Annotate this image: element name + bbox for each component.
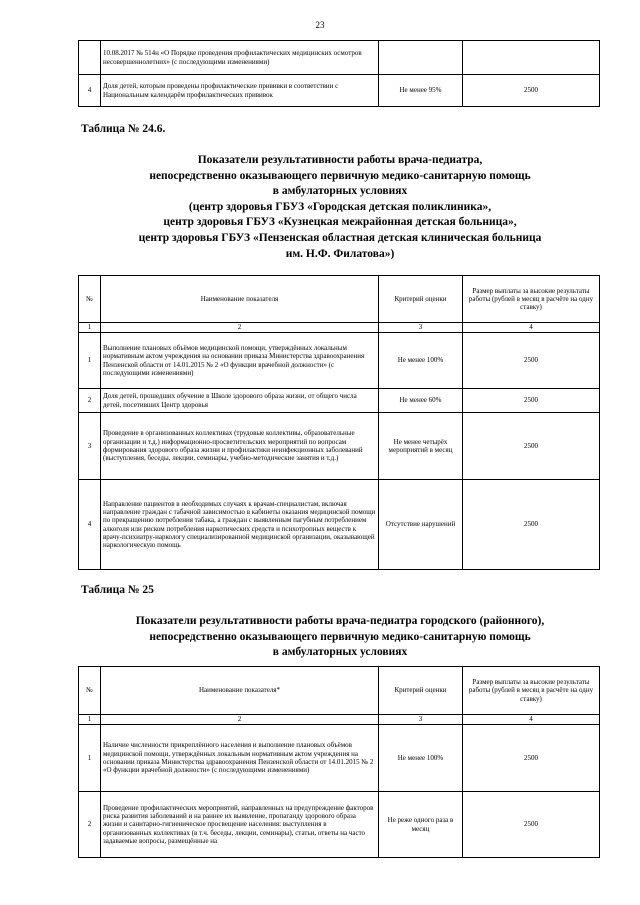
table-label: Таблица № 25 xyxy=(81,584,154,596)
table-heading xyxy=(70,153,610,262)
heading-line: центр здоровья ГБУЗ «Пензенская областная детская клиническая больница xyxy=(138,231,542,244)
column-number-row xyxy=(79,715,600,725)
table-row xyxy=(79,480,600,570)
table-24-6 xyxy=(78,275,600,570)
header-criterion: Критерий оценки xyxy=(379,276,463,323)
heading-line: Показатели результативности работы врача-педиатра, xyxy=(197,154,483,166)
criterion: Не менее 95% xyxy=(379,75,463,107)
table-label: Таблица № 24.6. xyxy=(81,123,166,135)
indicator-name: Направление пациентов в необходимых случаях к врачам-специалистам, включая направление граждан с табачной зависимостью в кабинеты оказания медицинской помощи по прекращению потребления табака, а граждан с выявленным пагубным потреблением алкоголя или риском потребления наркотических средств и психотропных веществ к врачу-психиатру-наркологу специализированной медицинской организации, оказывающей наркологическую помощь xyxy=(101,480,379,570)
heading-line: центр здоровья ГБУЗ «Кузнецкая межрайонная детская больница», xyxy=(163,216,517,229)
indicator-name: Выполнение плановых объёмов медицинской помощи, утверждённых локальным нормативным актом учреждения на основании приказа Министерства здравоохранения Пензенской области от 14.01.2015 № 2 «О функции врачебной должности» (с последующими изменениями) xyxy=(101,333,379,389)
payment: 2500 xyxy=(463,389,600,413)
criterion: Не менее 60% xyxy=(379,389,463,413)
col-number: 4 xyxy=(463,323,600,333)
criterion: Не менее 100% xyxy=(379,725,463,792)
heading-line: им. Н.Ф. Филатова») xyxy=(285,247,395,260)
table-row xyxy=(79,792,600,858)
header-payment: Размер выплаты за высокие результаты работы (рублей в месяц в расчёте на одну ставку) xyxy=(463,276,600,323)
row-number: 3 xyxy=(79,413,101,480)
heading-line: (центр здоровья ГБУЗ «Городская детская поликлиника», xyxy=(188,200,492,213)
table-row xyxy=(79,389,600,413)
payment: 2500 xyxy=(463,725,600,792)
indicator-name: Доля детей, которым проведены профилактические прививки в соответствии с Национальным календарём профилактических прививок xyxy=(101,75,379,107)
indicator-name: Проведение в организованных коллективах (трудовые коллективы, образовательные организации и т.д.) информационно-просветительских мероприятий по вопросам формирования здорового образа жизни и профилактики неинфекционных заболеваний (выступления, беседы, лекции, семинары, учебно-методические занятия и т.д.) xyxy=(101,413,379,480)
payment: 2500 xyxy=(463,75,600,107)
table-row xyxy=(79,413,600,480)
row-number: 1 xyxy=(79,333,101,389)
col-number: 1 xyxy=(79,715,101,725)
header-num: № xyxy=(79,667,101,715)
criterion: Не реже одного раза в месяц xyxy=(379,792,463,858)
col-number: 3 xyxy=(379,323,463,333)
criterion: Не менее четырёх мероприятий в месяц xyxy=(379,413,463,480)
row-number: 2 xyxy=(79,389,101,413)
indicator-name: Доля детей, прошедших обучение в Школе здорового образа жизни, от общего числа детей, посетивших Центр здоровья xyxy=(101,389,379,413)
col-number: 1 xyxy=(79,323,101,333)
col-number: 2 xyxy=(101,323,379,333)
header-criterion: Критерий оценки xyxy=(379,667,463,715)
payment: 2500 xyxy=(463,792,600,858)
header-name: Наименование показателя* xyxy=(101,667,379,715)
heading-line: Показатели результативности работы врача-педиатра городского (районного), xyxy=(135,615,545,627)
col-number: 2 xyxy=(101,715,379,725)
col-number: 3 xyxy=(379,715,463,725)
table-heading xyxy=(70,614,610,661)
header-payment: Размер выплаты за высокие результаты работы (рублей в месяц в расчёте на одну ставку) xyxy=(463,667,600,715)
row-number: 4 xyxy=(79,480,101,570)
row-number: 4 xyxy=(79,75,101,107)
heading-line: в амбулаторных условиях xyxy=(272,646,408,659)
header-row xyxy=(79,276,600,323)
criterion xyxy=(379,41,463,75)
payment: 2500 xyxy=(463,480,600,570)
indicator-name: Наличие численности прикреплённого населения и выполнение плановых объёмов медицинской помощи, утверждённых локальным нормативным актом учреждения на основании приказа Министерства здравоохранения Пензенской области от 14.01.2015 № 2 «О функции врачебной должности» (с последующими изменениями) xyxy=(101,725,379,792)
row-number xyxy=(79,41,101,75)
row-number: 1 xyxy=(79,725,101,792)
indicator-name: Проведение профилактических мероприятий, направленных на предупреждение факторов риска развития заболеваний и на раннее их выявление, пропаганду здорового образа жизни и санитарно-гигиеническое просвещение населения: выступления в организованных коллективах (в т.ч. беседы, лекции, семинары), статьи, ответы на часто задаваемые вопросы, размещённые на xyxy=(101,792,379,858)
row-number: 2 xyxy=(79,792,101,858)
table-row xyxy=(79,41,600,75)
heading-line: непосредственно оказывающего первичную медико-санитарную помощь xyxy=(149,630,531,643)
header-num: № xyxy=(79,276,101,323)
criterion: Не менее 100% xyxy=(379,333,463,389)
criterion: Отсутствие нарушений xyxy=(379,480,463,570)
top-table xyxy=(78,40,600,107)
table-row xyxy=(79,333,600,389)
indicator-name: 10.08.2017 № 514н «О Порядке проведения профилактических медицинских осмотров несовершеннолетних» (с последующими изменениями) xyxy=(101,41,379,75)
page-number: 23 xyxy=(315,20,325,30)
table-25 xyxy=(78,666,600,858)
table-row xyxy=(79,725,600,792)
header-name: Наименование показателя xyxy=(101,276,379,323)
payment xyxy=(463,41,600,75)
payment: 2500 xyxy=(463,413,600,480)
header-row xyxy=(79,667,600,715)
heading-line: в амбулаторных условиях xyxy=(272,185,408,198)
col-number: 4 xyxy=(463,715,600,725)
column-number-row xyxy=(79,323,600,333)
table-row xyxy=(79,75,600,107)
heading-line: непосредственно оказывающего первичную медико-санитарную помощь xyxy=(149,169,531,182)
payment: 2500 xyxy=(463,333,600,389)
